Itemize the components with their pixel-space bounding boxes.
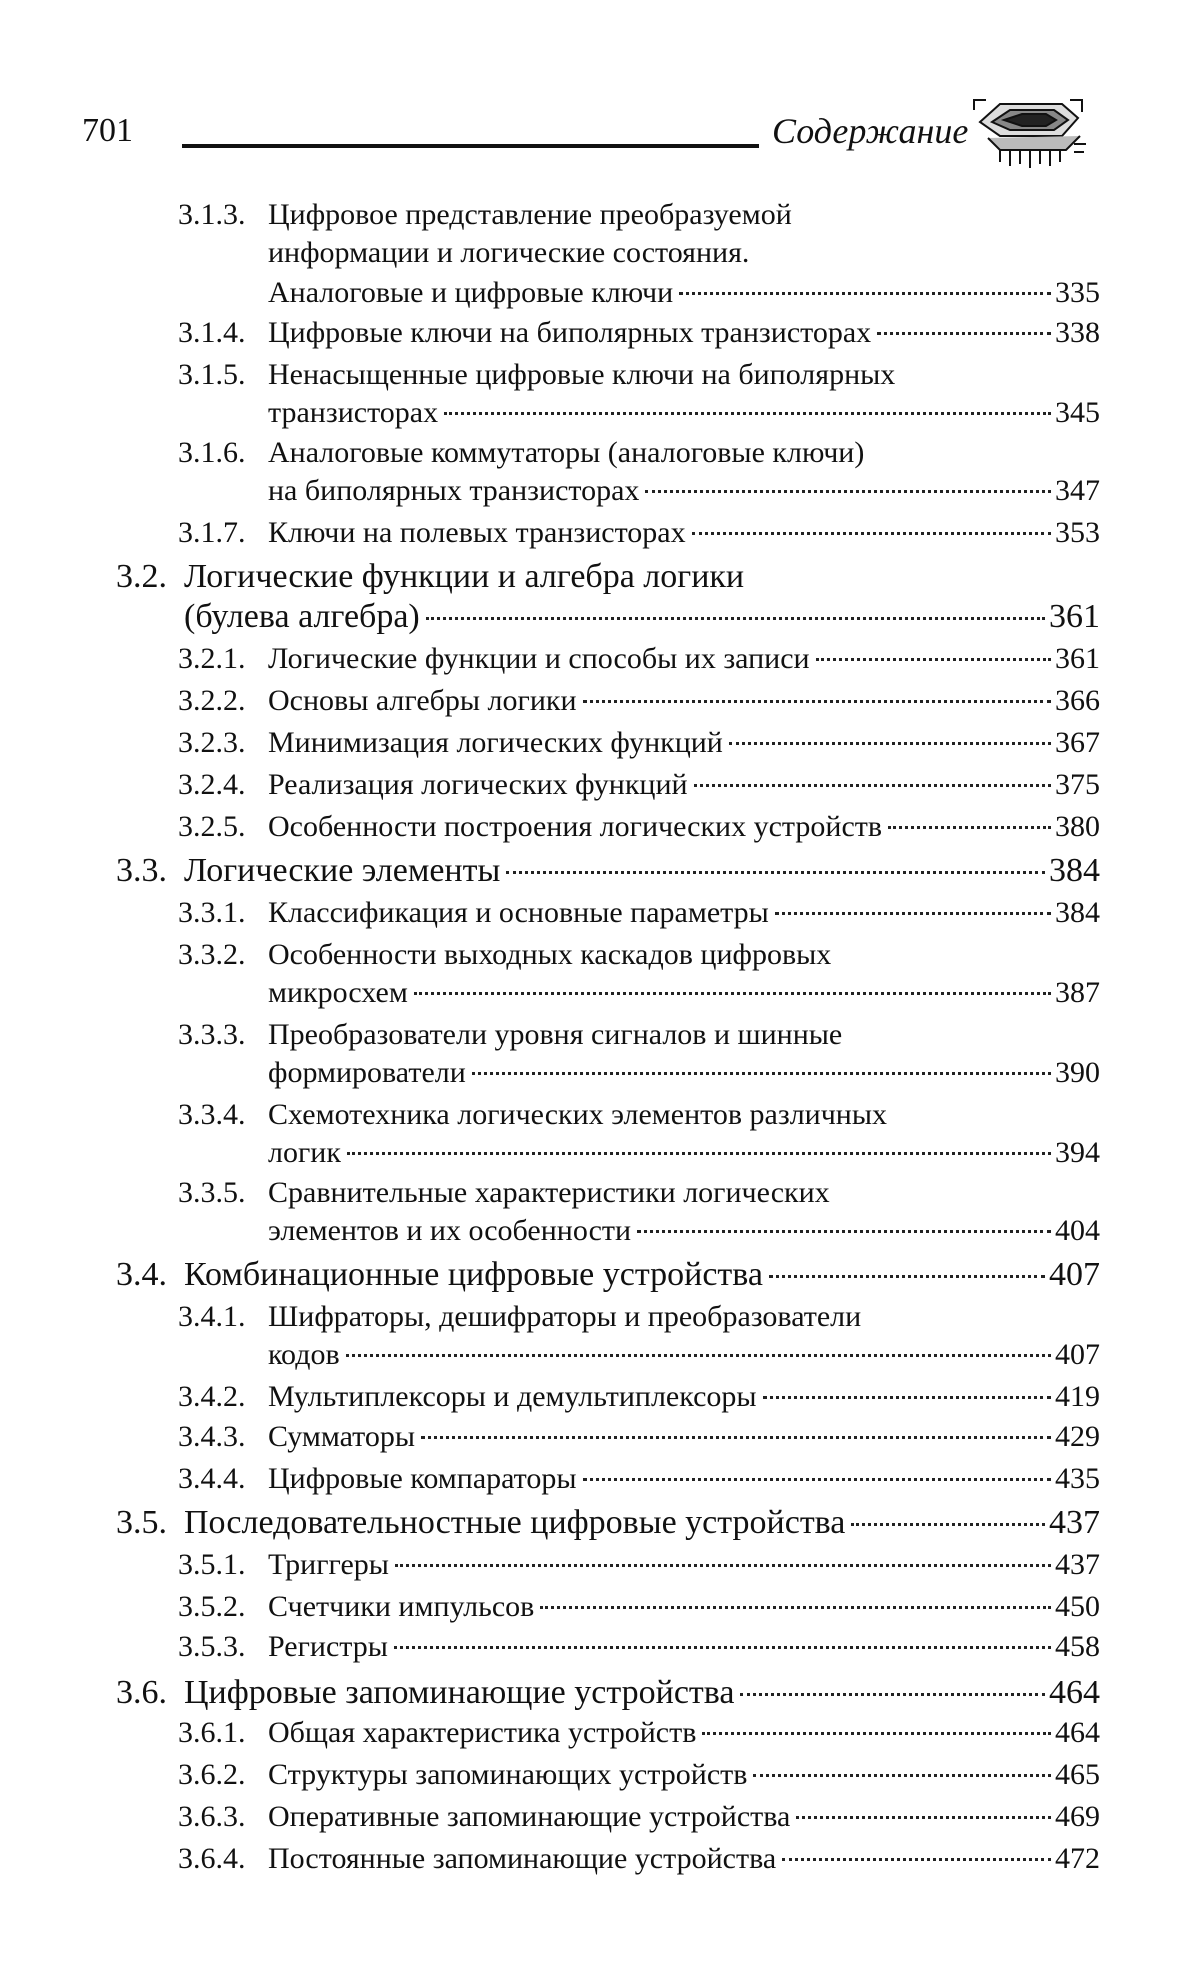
toc-line	[178, 516, 1100, 556]
toc-line	[268, 276, 1100, 316]
toc-number: 3.2.	[116, 558, 167, 595]
dot-leader	[506, 871, 1045, 874]
toc-page-number: 407	[1049, 1256, 1100, 1293]
toc-page-number: 437	[1055, 1548, 1100, 1581]
toc-title: Цифровые запоминающие устройства	[184, 1674, 735, 1711]
toc-number: 3.4.2.	[178, 1380, 246, 1413]
toc-line	[178, 1018, 842, 1058]
toc-number: 3.4.	[116, 1256, 167, 1293]
toc-line	[178, 1716, 1100, 1756]
dot-leader	[421, 1436, 1051, 1439]
toc-title: Логические функции и способы их записи	[268, 642, 810, 675]
toc-line	[268, 1338, 1100, 1378]
toc-page-number: 380	[1055, 810, 1100, 843]
toc-line	[178, 1590, 1100, 1630]
toc-number: 3.1.3.	[178, 198, 246, 231]
toc-page-number: 450	[1055, 1590, 1100, 1623]
toc-number: 3.2.1.	[178, 642, 246, 675]
toc-line	[268, 474, 1100, 514]
toc-number: 3.5.1.	[178, 1548, 246, 1581]
dot-leader	[782, 1858, 1051, 1861]
toc-title: Шифраторы, дешифраторы и преобразователи	[268, 1300, 862, 1333]
toc-title: Цифровое представление преобразуемой	[268, 198, 792, 231]
dot-leader	[694, 784, 1051, 787]
toc-line	[178, 1758, 1100, 1798]
toc-line	[178, 1300, 861, 1340]
toc-number: 3.6.2.	[178, 1758, 246, 1791]
toc-title: Структуры запоминающих устройств	[268, 1758, 748, 1791]
toc-title: Аналоговые коммутаторы (аналоговые ключи)	[268, 436, 865, 469]
toc-page-number: 465	[1055, 1758, 1100, 1791]
toc-title: элементов и их особенности	[268, 1214, 632, 1247]
toc-title: Цифровые компараторы	[268, 1462, 577, 1495]
toc-number: 3.2.5.	[178, 810, 246, 843]
toc-line	[268, 1214, 1100, 1254]
toc-number: 3.4.4.	[178, 1462, 246, 1495]
toc-line	[178, 198, 792, 238]
toc-title: микросхем	[268, 976, 408, 1009]
toc-line	[178, 1800, 1100, 1840]
toc-line	[178, 1462, 1100, 1502]
toc-number: 3.4.1.	[178, 1300, 246, 1333]
toc-page-number: 387	[1055, 976, 1100, 1009]
toc-line	[116, 852, 1100, 892]
toc-line	[116, 1256, 1100, 1296]
toc-line	[268, 1056, 1100, 1096]
toc-title: кодов	[268, 1338, 340, 1371]
dot-leader	[395, 1564, 1051, 1567]
toc-number: 3.5.3.	[178, 1630, 246, 1663]
dot-leader	[583, 1478, 1051, 1481]
toc-page-number: 407	[1055, 1338, 1100, 1371]
toc-number: 3.6.1.	[178, 1716, 246, 1749]
toc-title: Аналоговые и цифровые ключи	[268, 276, 674, 309]
toc-page-number: 338	[1055, 316, 1100, 349]
toc-line	[178, 684, 1100, 724]
dot-leader	[729, 742, 1051, 745]
toc-page-number: 361	[1049, 598, 1100, 635]
toc-number: 3.2.4.	[178, 768, 246, 801]
toc-number: 3.3.1.	[178, 896, 246, 929]
toc-page-number: 435	[1055, 1462, 1100, 1495]
dot-leader	[637, 1230, 1051, 1233]
toc-number: 3.3.4.	[178, 1098, 246, 1131]
toc-title: (булева алгебра)	[184, 598, 420, 635]
toc-title: Комбинационные цифровые устройства	[184, 1256, 763, 1293]
toc-number: 3.3.	[116, 852, 167, 889]
dot-leader	[740, 1693, 1045, 1696]
toc-page-number: 464	[1055, 1716, 1100, 1749]
toc-line	[178, 1380, 1100, 1420]
toc-line	[268, 976, 1100, 1016]
toc-page-number: 394	[1055, 1136, 1100, 1169]
dot-leader	[851, 1523, 1045, 1526]
toc-page-number: 375	[1055, 768, 1100, 801]
toc-number: 3.6.	[116, 1674, 167, 1711]
toc-page-number: 472	[1055, 1842, 1100, 1875]
toc-title: логик	[268, 1136, 341, 1169]
toc-title: информации и логические состояния.	[268, 236, 750, 269]
toc-line	[178, 938, 831, 978]
toc-page-number: 335	[1055, 276, 1100, 309]
toc-line	[178, 1420, 1100, 1460]
toc-line	[116, 1504, 1100, 1544]
toc-title: Ненасыщенные цифровые ключи на биполярных	[268, 358, 896, 391]
toc-line	[178, 810, 1100, 850]
toc-page-number: 353	[1055, 516, 1100, 549]
toc-page-number: 458	[1055, 1630, 1100, 1663]
dot-leader	[540, 1606, 1051, 1609]
toc-line	[268, 236, 749, 276]
toc-page-number: 384	[1049, 852, 1100, 889]
toc-title: Схемотехника логических элементов различных	[268, 1098, 888, 1131]
toc-title: Реализация логических функций	[268, 768, 688, 801]
toc-line	[178, 316, 1100, 356]
toc-line	[178, 1548, 1100, 1588]
toc-line	[184, 598, 1100, 638]
toc-number: 3.1.5.	[178, 358, 246, 391]
dot-leader	[769, 1275, 1045, 1278]
toc-number: 3.3.5.	[178, 1176, 246, 1209]
toc-page-number: 345	[1055, 396, 1100, 429]
toc-line	[178, 768, 1100, 808]
toc-line	[178, 358, 895, 398]
toc-title: Особенности выходных каскадов цифровых	[268, 938, 832, 971]
toc-title: Логические функции и алгебра логики	[184, 558, 745, 595]
toc-page-number: 419	[1055, 1380, 1100, 1413]
dot-leader	[692, 532, 1051, 535]
dot-leader	[702, 1732, 1051, 1735]
toc-page-number: 404	[1055, 1214, 1100, 1247]
toc-title: Сравнительные характеристики логических	[268, 1176, 830, 1209]
toc-title: Преобразователи уровня сигналов и шинные	[268, 1018, 843, 1051]
toc-page-number: 384	[1055, 896, 1100, 929]
toc-title: Счетчики импульсов	[268, 1590, 535, 1623]
toc-number: 3.2.2.	[178, 684, 246, 717]
toc-title: Регистры	[268, 1630, 388, 1663]
toc-number: 3.6.3.	[178, 1800, 246, 1833]
toc-title: Постоянные запоминающие устройства	[268, 1842, 777, 1875]
toc-title: формирователи	[268, 1056, 466, 1089]
toc-line	[178, 1630, 1100, 1670]
toc-number: 3.1.4.	[178, 316, 246, 349]
dot-leader	[877, 332, 1051, 335]
toc-title: Мультиплексоры и демультиплексоры	[268, 1380, 757, 1413]
toc-page-number: 429	[1055, 1420, 1100, 1453]
toc-title: Общая характеристика устройств	[268, 1716, 697, 1749]
dot-leader	[763, 1396, 1051, 1399]
toc-line	[178, 1176, 830, 1216]
toc-title: Сумматоры	[268, 1420, 416, 1453]
toc-title: Ключи на полевых транзисторах	[268, 516, 686, 549]
dot-leader	[346, 1354, 1051, 1357]
dot-leader	[796, 1816, 1051, 1819]
toc-line	[268, 396, 1100, 436]
toc-title: Логические элементы	[184, 852, 501, 889]
toc-line	[178, 1842, 1100, 1882]
toc-page-number: 437	[1049, 1504, 1100, 1541]
toc-title: Основы алгебры логики	[268, 684, 577, 717]
toc-number: 3.4.3.	[178, 1420, 246, 1453]
dot-leader	[816, 658, 1051, 661]
toc-line	[178, 726, 1100, 766]
dot-leader	[888, 826, 1051, 829]
toc-page-number: 469	[1055, 1800, 1100, 1833]
toc-line	[178, 642, 1100, 682]
toc-title: Оперативные запоминающие устройства	[268, 1800, 791, 1833]
toc-number: 3.2.3.	[178, 726, 246, 759]
page-number: 701	[82, 112, 133, 149]
toc-title: Классификация и основные параметры	[268, 896, 769, 929]
toc-page-number: 366	[1055, 684, 1100, 717]
dot-leader	[347, 1152, 1051, 1155]
dot-leader	[394, 1646, 1051, 1649]
toc-title: Последовательностные цифровые устройства	[184, 1504, 846, 1541]
toc-line	[178, 1098, 887, 1138]
toc-title: Цифровые ключи на биполярных транзисторах	[268, 316, 872, 349]
toc-page-number: 361	[1055, 642, 1100, 675]
dot-leader	[472, 1072, 1051, 1075]
running-title: Содержание	[772, 111, 969, 151]
dot-leader	[753, 1774, 1051, 1777]
toc-title: Триггеры	[268, 1548, 389, 1581]
toc-line	[268, 1136, 1100, 1176]
toc-page-number: 464	[1049, 1674, 1100, 1711]
toc-number: 3.6.4.	[178, 1842, 246, 1875]
toc-number: 3.1.7.	[178, 516, 246, 549]
toc-title: на биполярных транзисторах	[268, 474, 640, 507]
dot-leader	[583, 700, 1051, 703]
toc-line	[178, 896, 1100, 936]
toc-number: 3.5.2.	[178, 1590, 246, 1623]
dot-leader	[775, 912, 1051, 915]
toc-title: Особенности построения логических устройств	[268, 810, 883, 843]
toc-line	[116, 1674, 1100, 1714]
dot-leader	[414, 992, 1051, 995]
toc-page-number: 367	[1055, 726, 1100, 759]
dot-leader	[426, 617, 1045, 620]
toc-number: 3.1.6.	[178, 436, 246, 469]
toc-page-number: 347	[1055, 474, 1100, 507]
dot-leader	[679, 292, 1051, 295]
toc-number: 3.3.2.	[178, 938, 246, 971]
toc-line	[178, 436, 864, 476]
dot-leader	[444, 412, 1051, 415]
toc-title: Минимизация логических функций	[268, 726, 723, 759]
toc-title: транзисторах	[268, 396, 439, 429]
toc-page-number: 390	[1055, 1056, 1100, 1089]
toc-number: 3.5.	[116, 1504, 167, 1541]
toc-line	[116, 558, 744, 598]
toc-number: 3.3.3.	[178, 1018, 246, 1051]
dot-leader	[645, 490, 1051, 493]
